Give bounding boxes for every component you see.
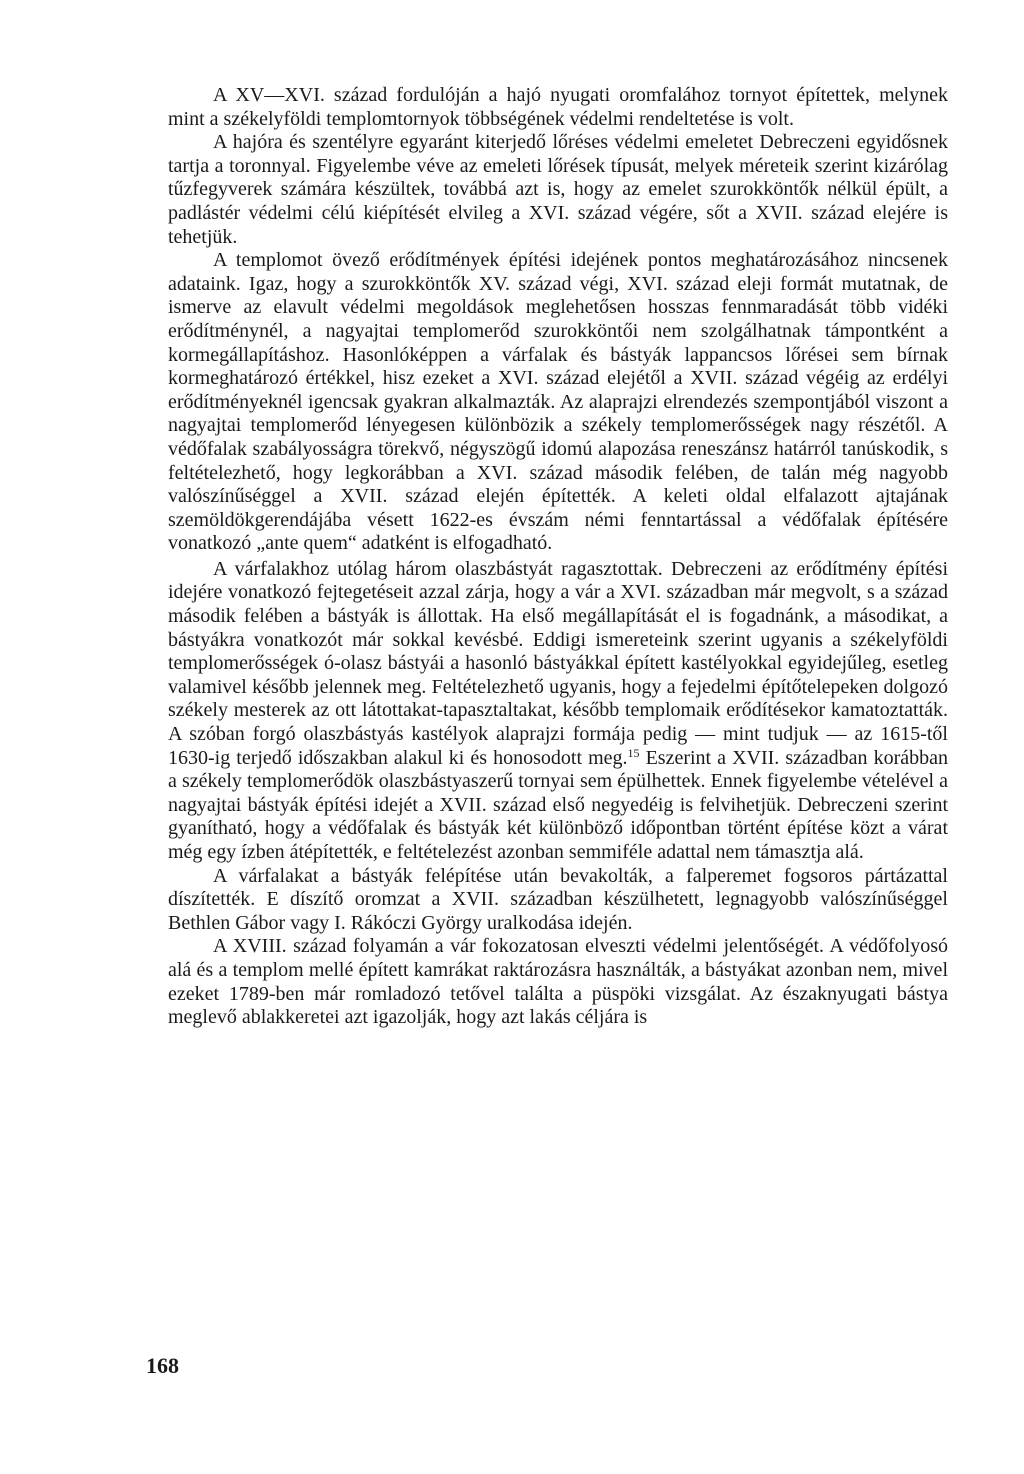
paragraph-defensive-floor: A hajóra és szentélyre egyaránt kiterjedő lőréses védelmi emeletet Debreczeni egyidősnek tartja a toronnyal. Figyelembe véve az emeleti lőrések típusát, melyek méreteik szerint kizárólag tűzfegyverek számára készültek, továbbá azt is, hogy az emelet szurokköntők nélkül épült, a padlástér védelmi célú kiépítését elvileg a XVI. század végére, sőt a XVII. század elejére is tehetjük. bbox=[168, 131, 948, 248]
paragraph-bastions bbox=[168, 558, 948, 865]
paragraph-bastions-continuation: Eszerint a XVII. században korábban a székely templomerődök olaszbástyaszerű tornyai sem épülhettek. Ennek figyelembe vételével a nagyajtai bástyák építési idejét a XVII. század első negyedéig is felvihetjük. Debreczeni szerint gyanítható, hogy a védőfalak és bástyák két különböző időpontban történt építése közt a várat még egy ízben átépítették, e feltételezést azonban semmiféle adattal nem támasztja alá. bbox=[168, 746, 948, 863]
document-body bbox=[168, 84, 948, 1030]
footnote-reference: 15 bbox=[627, 745, 640, 760]
paragraph-18th-century: A XVIII. század folyamán a vár fokozatosan elveszti védelmi jelentőségét. A védőfolyosó alá és a templom mellé épített kamrákat raktározásra használták, a bástyákat azonban nem, mivel ezeket 1789-ben már romladozó tetővel találta a püspöki vizsgálat. Az északnyugati bástya meglevő ablakkeretei azt igazolják, hogy azt lakás céljára is bbox=[168, 935, 948, 1029]
paragraph-fortifications: A templomot övező erődítmények építési idejének pontos meghatározásához nincsenek adataink. Igaz, hogy a szurokköntők XV. század végi, XVI. század eleji formát mutatnak, de ismerve az elavult védelmi megoldások meglehetősen hosszas fennmaradását több vidéki erődítménynél, a nagyajtai templomerőd szurokköntői nem szolgálhatnak támpontként a kormegállapításhoz. Hasonlóképpen a várfalak és bástyák lappancsos lőrései sem bírnak kormeghatározó értékkel, hisz ezeket a XVI. század elejétől a XVII. század végéig az erdélyi erődítményeknél igencsak gyakran alkalmazták. Az alaprajzi elrendezés szempontjából viszont a nagyajtai templomerőd lényegesen különbözik a székely templomerősségek nagy részétől. A védőfalak szabályosságra törekvő, négyszögű idomú alapozása reneszánsz határról tanúskodik, s feltételezhető, hogy legkorábban a XVI. század második felében, de talán még nagyobb valószínűséggel a XVII. század elején építették. A keleti oldal elfalazott ajtajának szemöldökgerendájába vésett 1622-es évszám némi fenntartással a védőfalak építésére vonatkozó „ante quem“ adatként is elfogadható. bbox=[168, 249, 948, 555]
paragraph-bastions-text: A várfalakhoz utólag három olaszbástyát ragasztottak. Debreczeni az erődítmény építési idejére vonatkozó fejtegetéseit azzal zárja, hogy a vár a XVI. században már megvolt, s a század második felében a bástyák is állottak. Ha első megállapítását el is fogadnánk, a másodikat, a bástyákra vonatkozót már sokkal kevésbé. Eddigi ismereteink szerint ugyanis a székelyföldi templomerősségek ó-olasz bástyái a hasonló bástyákkal épített kastélyokkal egyidejűleg, esetleg valamivel később jelennek meg. Feltételezhető ugyanis, hogy a fejedelmi építőtelepeken dolgozó székely mesterek az ott látottakat-tapasztaltakat, később templomaik erődítésekor kamatoztatták. A szóban forgó olaszbástyás kastélyok alaprajzi formája pedig — mint tudjuk — az 1615-től 1630-ig terjedő időszakban alakul ki és honosodott meg. bbox=[168, 557, 948, 769]
paragraph-tower: A XV—XVI. század fordulóján a hajó nyugati oromfalához tornyot építettek, melynek mint a székelyföldi templomtornyok többségének védelmi rendeltetése is volt. bbox=[168, 84, 948, 130]
paragraph-plastering: A várfalakat a bástyák felépítése után bevakolták, a falperemet fogsoros pártázattal díszítették. E díszítő oromzat a XVII. században készülhetett, legnagyobb valószínűséggel Bethlen Gábor vagy I. Rákóczi György uralkodása idején. bbox=[168, 864, 948, 934]
page-number: 168 bbox=[146, 1353, 179, 1378]
